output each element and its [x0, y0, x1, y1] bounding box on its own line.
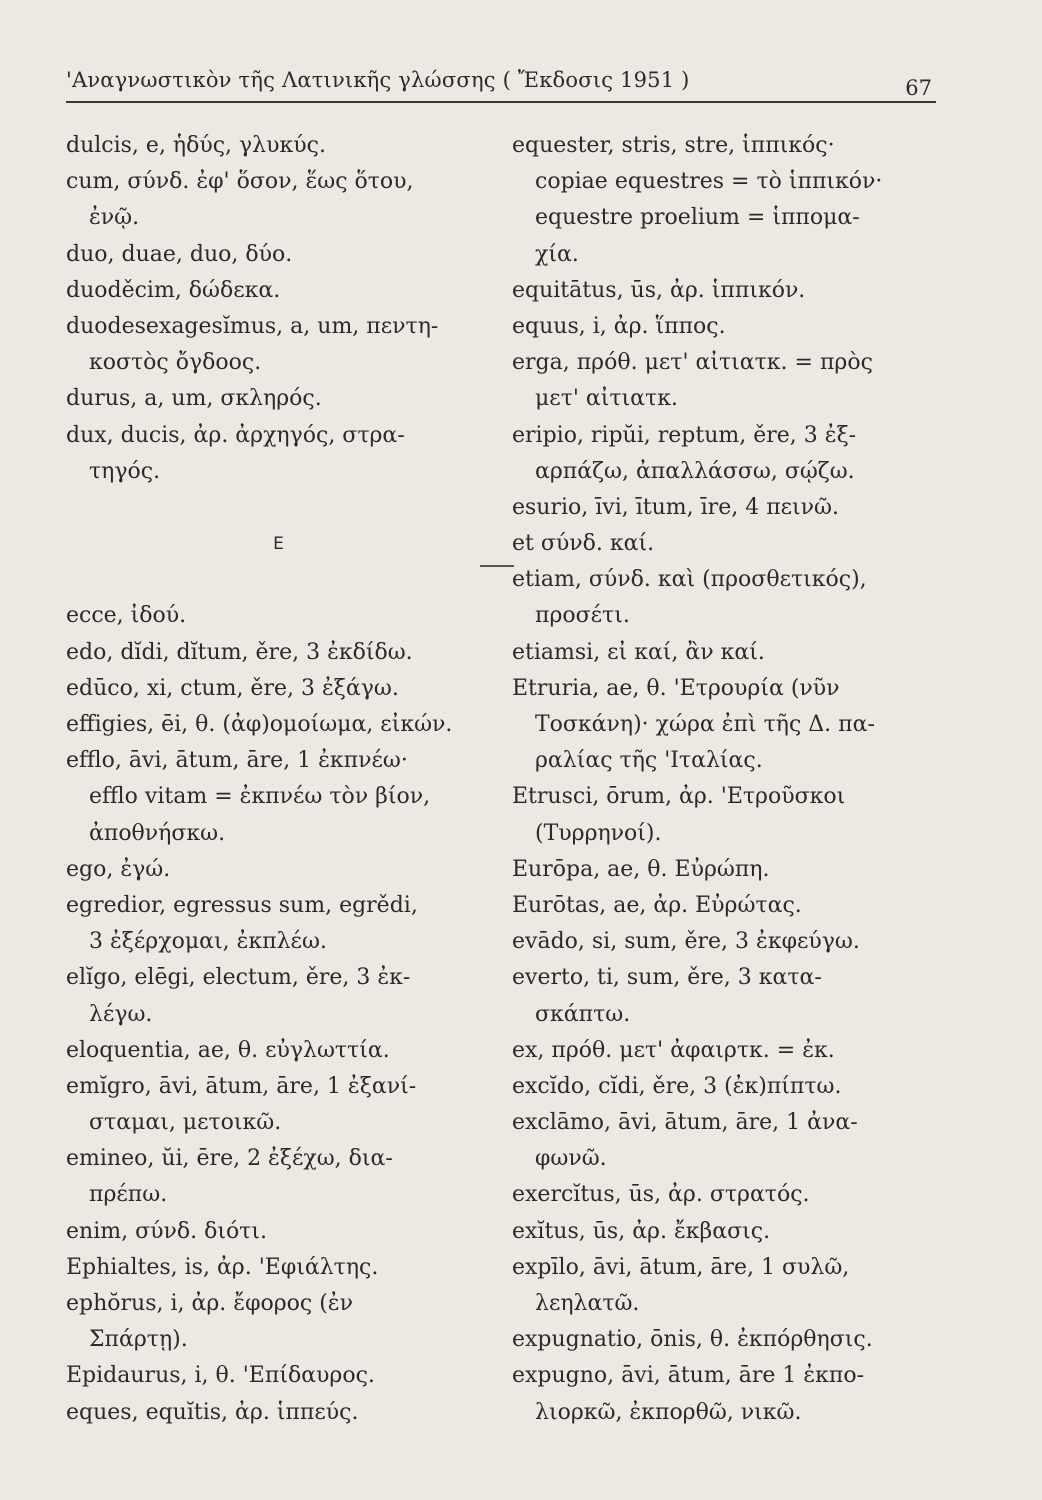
entry-continuation-line: προσέτι.	[535, 603, 630, 629]
page-number: 67	[905, 76, 932, 100]
entry-line: expugnatio, ōnis, θ. ἐκπόρθησις.	[512, 1327, 873, 1353]
entry-line: edo, dĭdi, dĭtum, ěre, 3 ἐκδίδω.	[66, 639, 413, 665]
entry-line: eques, equĭtis, ἀρ. ἱππεύς.	[66, 1399, 359, 1425]
section-letter-heading: E	[273, 534, 284, 555]
header-rule	[66, 101, 936, 103]
entry-continuation-line: ἀποθνήσκω.	[89, 820, 226, 846]
entry-continuation-line: λέγω.	[89, 1001, 153, 1027]
entry-line: equitātus, ūs, ἀρ. ἱππικόν.	[512, 277, 806, 303]
left-column	[66, 128, 491, 1431]
right-column	[512, 128, 940, 1431]
entry-continuation-line: ἐνῷ.	[89, 205, 140, 231]
entry-continuation-line: 3 ἐξέρχομαι, ἐκπλέω.	[89, 929, 327, 955]
entry-line: Eurōpa, ae, θ. Εὐρώπη.	[512, 856, 770, 882]
entry-line: efflo, āvi, ātum, āre, 1 ἐκπνέω·	[66, 748, 408, 774]
entry-continuation-line: σταμαι, μετοικῶ.	[89, 1110, 282, 1136]
entry-continuation-line: αρπάζω, ἀπαλλάσσω, σῴζω.	[535, 458, 855, 484]
entry-line: ephŏrus, i, ἀρ. ἔφορος (ἐν	[66, 1291, 353, 1316]
entry-line: evādo, si, sum, ěre, 3 ἐκφεύγω.	[512, 929, 860, 955]
entry-line: Eurōtas, ae, ἀρ. Εὐρώτας.	[512, 892, 802, 918]
entry-line: expīlo, āvi, ātum, āre, 1 συλῶ,	[512, 1254, 850, 1280]
entry-line: exercĭtus, ūs, ἀρ. στρατός.	[512, 1182, 810, 1208]
entry-line: exclāmo, āvi, ātum, āre, 1 ἀνα-	[512, 1110, 858, 1136]
entry-continuation-line: (Τυρρηνοί).	[535, 820, 662, 846]
entry-continuation-line: σκάπτω.	[535, 1001, 631, 1027]
entry-continuation-line: efflo vitam = ἐκπνέω τὸν βίον,	[89, 784, 431, 810]
entry-line: exĭtus, ūs, ἀρ. ἔκβασις.	[512, 1218, 771, 1244]
blank-line	[66, 490, 491, 526]
entry-continuation-line: κοστὸς ὄγδοος.	[89, 350, 262, 376]
entry-continuation-line: copiae equestres = τὸ ἱππικόν·	[535, 169, 883, 195]
entry-line: everto, ti, sum, ěre, 3 κατα-	[512, 965, 822, 991]
entry-continuation-line: πρέπω.	[89, 1182, 168, 1208]
entry-line: effigies, ēi, θ. (ἀφ)ομοίωμα, εἰκών.	[66, 712, 453, 737]
entry-line: etiam, σύνδ. καὶ (προσθετικός),	[512, 567, 867, 593]
entry-line: egredior, egressus sum, egrědi,	[66, 892, 418, 918]
entry-line: Epidaurus, i, θ. 'Επίδαυρος.	[66, 1363, 375, 1389]
running-title: 'Αναγνωστικὸν τῆς Λατινικῆς γλώσσης ( Ἔκδοσις 1951 )	[66, 68, 690, 92]
entry-line: equus, i, ἀρ. ἵππος.	[512, 313, 726, 339]
entry-line: edūco, xi, ctum, ěre, 3 ἐξάγω.	[66, 675, 399, 701]
entry-continuation-line: χία.	[535, 241, 579, 267]
entry-line: eloquentia, ae, θ. εὐγλωττία.	[66, 1037, 390, 1063]
entry-line: erga, πρόθ. μετ' αἰτιατκ. = πρὸς	[512, 350, 873, 376]
entry-line: ecce, ἰδού.	[66, 603, 187, 629]
entry-line: dulcis, e, ἡδύς, γλυκύς.	[66, 133, 326, 158]
entry-line: ego, ἐγώ.	[66, 856, 171, 882]
entry-continuation-line: Τοσκάνη)· χώρα ἐπὶ τῆς Δ. πα-	[535, 712, 875, 737]
entry-line: eripio, ripŭi, reptum, ěre, 3 ἐξ-	[512, 422, 857, 448]
entry-line: et σύνδ. καί.	[512, 531, 655, 557]
entry-continuation-line: μετ' αἰτιατκ.	[535, 386, 678, 412]
entry-continuation-line: λεηλατῶ.	[535, 1291, 640, 1316]
entry-continuation-line: τηγός.	[89, 458, 161, 484]
entry-line: duo, duae, duo, δύο.	[66, 241, 293, 267]
entry-line: elĭgo, elēgi, electum, ěre, 3 ἐκ-	[66, 965, 411, 991]
entry-line: Etruria, ae, θ. 'Ετρουρία (νῦν	[512, 675, 840, 701]
blank-line	[66, 562, 491, 598]
entry-line: expugno, āvi, ātum, āre 1 ἐκπο-	[512, 1363, 865, 1389]
entry-line: duoděcim, δώδεκα.	[66, 277, 281, 303]
entry-continuation-line: equestre proelium = ἱππομα-	[535, 205, 860, 231]
entry-line: esurio, īvi, ītum, īre, 4 πεινῶ.	[512, 494, 839, 520]
entry-line: equester, stris, stre, ἱππικός·	[512, 133, 835, 158]
entry-line: durus, a, um, σκληρός.	[66, 386, 322, 412]
entry-line: dux, ducis, ἀρ. ἀρχηγός, στρα-	[66, 422, 405, 448]
entry-line: enim, σύνδ. διότι.	[66, 1218, 267, 1244]
entry-continuation-line: Σπάρτῃ).	[89, 1327, 188, 1353]
entry-line: duodesexagesĭmus, a, um, πεντη-	[66, 313, 439, 339]
entry-line: cum, σύνδ. ἐφ' ὅσον, ἕως ὅτου,	[66, 169, 414, 195]
entry-line: emĭgro, āvi, ātum, āre, 1 ἐξανί-	[66, 1073, 417, 1099]
entry-line: Ephialtes, is, ἀρ. 'Εφιάλτης.	[66, 1254, 379, 1280]
entry-continuation-line: φωνῶ.	[535, 1146, 607, 1172]
entry-line: ex, πρόθ. μετ' ἀφαιρτκ. = ἐκ.	[512, 1037, 835, 1063]
entry-line: Etrusci, ōrum, ἀρ. 'Ετροῦσκοι	[512, 784, 846, 810]
page-header	[66, 58, 936, 102]
entry-line: emineo, ŭi, ēre, 2 ἐξέχω, δια-	[66, 1146, 393, 1172]
entry-continuation-line: ραλίας τῆς 'Ιταλίας.	[535, 748, 763, 774]
entry-continuation-line: λιορκῶ, ἐκπορθῶ, νικῶ.	[535, 1399, 802, 1425]
entry-line: etiamsi, εἰ καί, ἂν καί.	[512, 639, 765, 665]
entry-line: excĭdo, cĭdi, ěre, 3 (ἐκ)πίπτω.	[512, 1073, 842, 1099]
margin-dash	[480, 565, 514, 567]
